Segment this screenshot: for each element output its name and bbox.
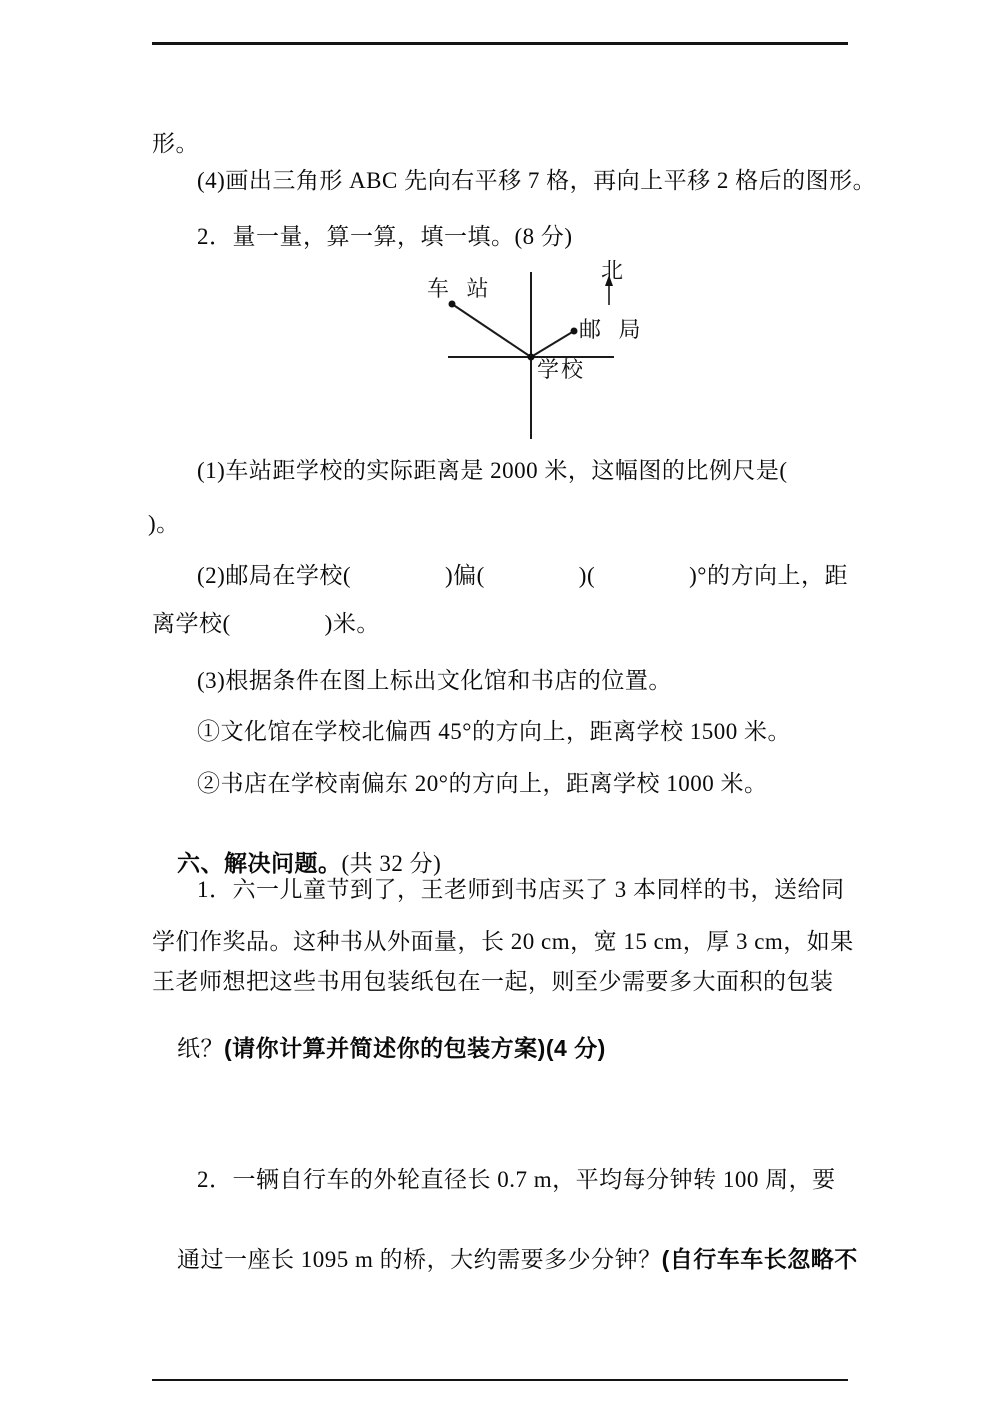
line-p2-2-bold-note: (自行车车长忽略不 — [661, 1246, 858, 1272]
north-label: 北 — [601, 258, 624, 283]
line-p1-3: 王老师想把这些书用包装纸包在一起，则至少需要多大面积的包装 — [152, 969, 834, 994]
line-sub1-cont: )。 — [148, 511, 180, 536]
line-q2-prompt: 2．量一量，算一算，填一填。(8 分) — [197, 224, 573, 249]
line-p1-4 — [152, 1009, 606, 1088]
line-sub1-scale: (1)车站距学校的实际距离是 2000 米，这幅图的比例尺是( — [197, 458, 788, 483]
station-line — [452, 304, 531, 357]
line-sub3-culture-hall: ①文化馆在学校北偏西 45°的方向上，距离学校 1500 米。 — [197, 719, 791, 744]
post-office-label: 邮 局 — [579, 317, 647, 342]
post-office-dot — [571, 328, 578, 335]
position-diagram — [400, 250, 660, 445]
heading-section-six-title: 六、解决问题。 — [177, 850, 342, 876]
line-p2-2-regular: 通过一座长 1095 m 的桥，大约需要多少分钟？ — [177, 1247, 662, 1272]
post-office-line — [531, 331, 574, 357]
station-dot — [449, 301, 456, 308]
line-sub2-cont: 离学校( )米。 — [152, 611, 380, 636]
line-sub2-direction: (2)邮局在学校( )偏( )( )°的方向上，距 — [197, 563, 848, 588]
school-label: 学校 — [537, 357, 586, 382]
line-sub3-bookstore: ②书店在学校南偏东 20°的方向上，距离学校 1000 米。 — [197, 771, 768, 796]
line-p1-2: 学们作奖品。这种书从外面量，长 20 cm，宽 15 cm，厚 3 cm，如果 — [152, 929, 854, 954]
line-p1-4-bold-note: (请你计算并简述你的包装方案)(4 分) — [224, 1035, 606, 1061]
line-p1-1: 1．六一儿童节到了，王老师到书店买了 3 本同样的书，送给同 — [197, 877, 845, 902]
school-dot — [528, 354, 535, 361]
station-label: 车 站 — [427, 276, 495, 301]
line-p2-2 — [152, 1220, 858, 1299]
top-rule — [152, 42, 848, 45]
line-p1-4-regular: 纸？ — [177, 1036, 224, 1061]
line-xing: 形。 — [152, 131, 199, 156]
line-sub3-mark: (3)根据条件在图上标出文化馆和书店的位置。 — [197, 668, 672, 693]
line-p2-1: 2．一辆自行车的外轮直径长 0.7 m，平均每分钟转 100 周，要 — [197, 1167, 836, 1192]
bottom-rule — [152, 1379, 848, 1381]
heading-section-six-points: (共 32 分) — [341, 851, 442, 876]
line-item4-translate: (4)画出三角形 ABC 先向右平移 7 格，再向上平移 2 格后的图形。 — [197, 168, 877, 193]
